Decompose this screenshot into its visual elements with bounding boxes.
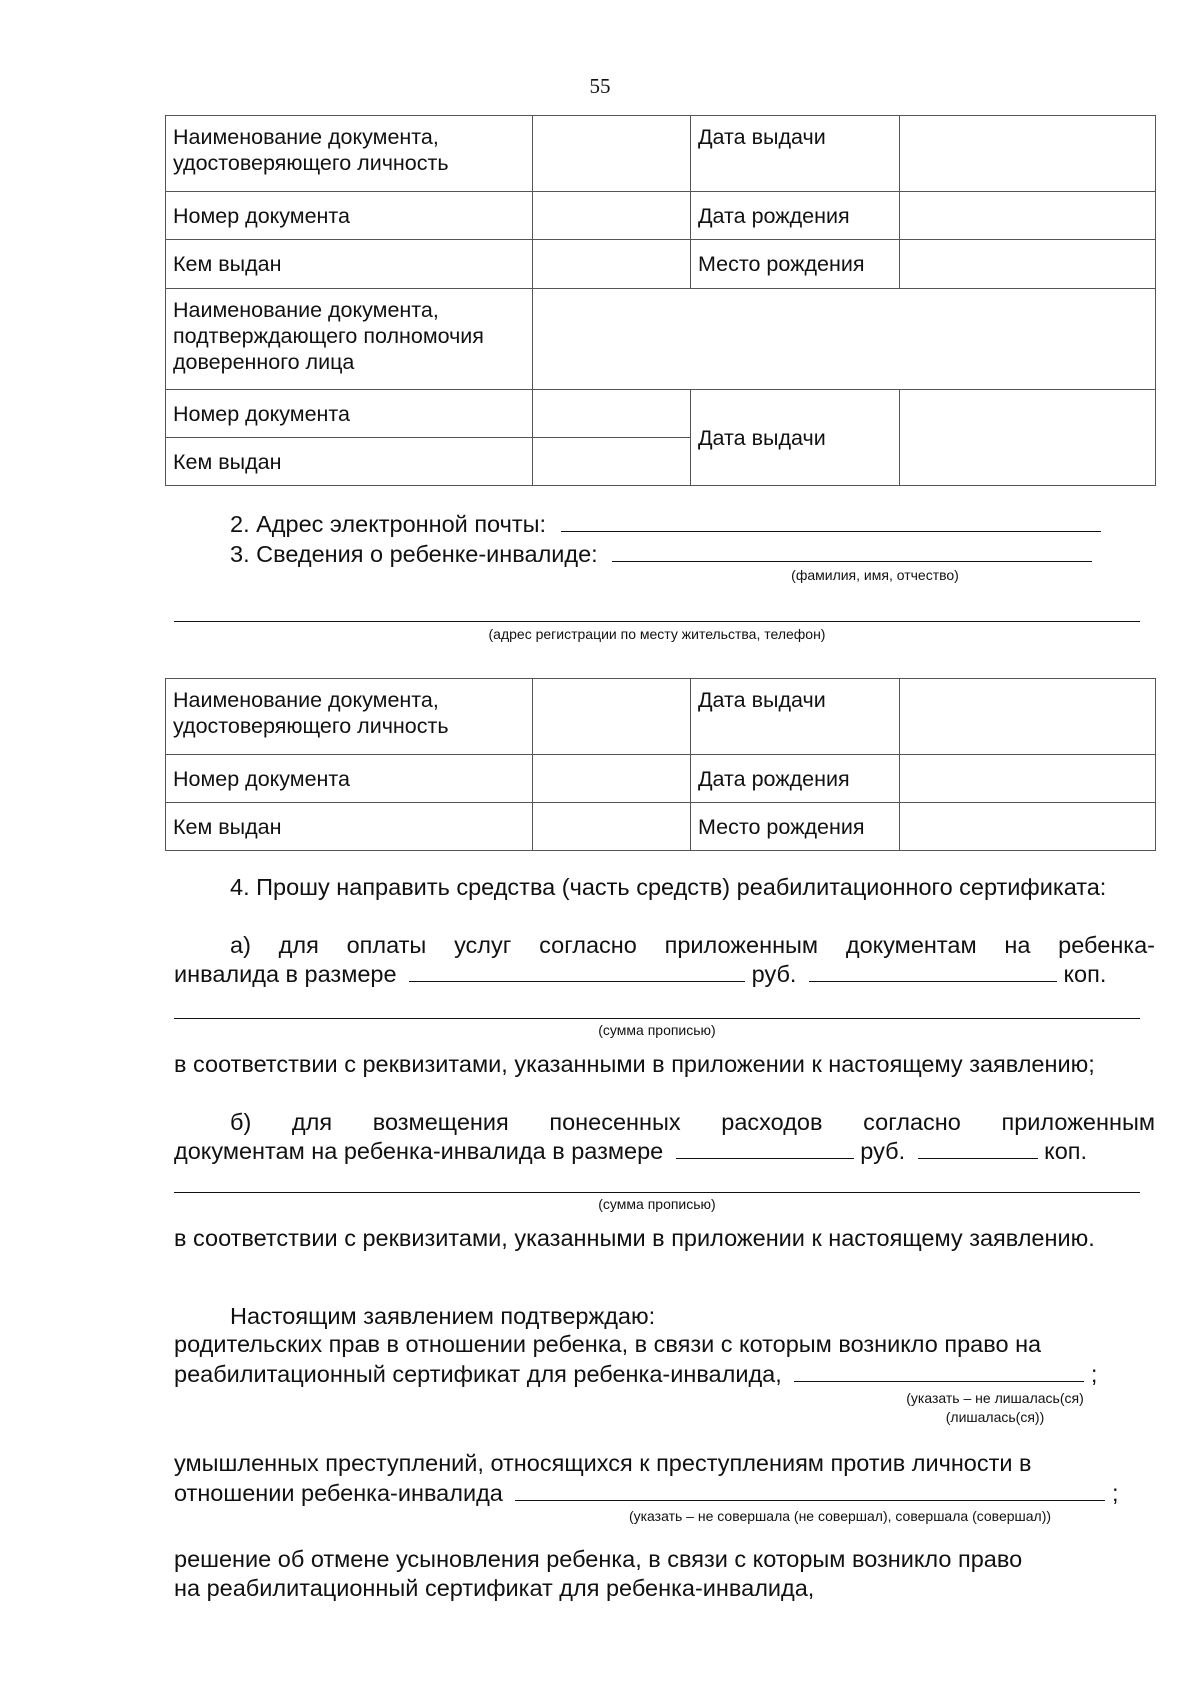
child-birth-date-label: Дата рождения — [691, 755, 900, 803]
authority-document-name-field[interactable] — [533, 289, 1156, 390]
document-number-field[interactable] — [533, 192, 691, 240]
child-address-field[interactable] — [174, 621, 1140, 622]
child-birth-date-field[interactable] — [900, 755, 1156, 803]
confirm-crimes-line2: отношении ребенка-инвалида — [174, 1480, 503, 1506]
birth-date-label: Дата рождения — [691, 192, 900, 240]
section-4a-rub-field[interactable] — [409, 959, 745, 982]
section-4b-rub-field[interactable] — [676, 1136, 854, 1159]
section-4a-text — [174, 931, 1155, 960]
child-issue-date-label: Дата выдачи — [691, 679, 900, 755]
confirm-crimes-row — [174, 1478, 1118, 1508]
child-name-caption: (фамилия, имя, отчество) — [791, 567, 959, 583]
section-4b-line1: б) для возмещения понесенных расходов согласно приложенным — [230, 1109, 1155, 1135]
authority-issue-date-field[interactable] — [900, 390, 1156, 486]
representative-document-table — [165, 115, 1156, 486]
section-4a-rub-label: руб. — [751, 961, 797, 987]
confirm-intro: Настоящим заявлением подтверждаю: — [230, 1303, 656, 1329]
email-field[interactable] — [561, 509, 1101, 532]
section-4a-kop-field[interactable] — [809, 959, 1057, 982]
identity-document-name-field[interactable] — [533, 116, 691, 192]
birth-place-field[interactable] — [900, 240, 1156, 289]
confirm-parental-rights-line1: родительских прав в отношении ребенка, в связи с которым возникло право на — [174, 1331, 1042, 1357]
authority-issued-by-field[interactable] — [533, 438, 691, 486]
section-4a-kop-label: коп. — [1063, 961, 1107, 987]
child-info-row — [230, 539, 1092, 569]
section-4a-line1: а) для оплаты услуг согласно приложенным документам на ребенка- — [230, 932, 1155, 958]
parental-rights-caption-line2: (лишалась(ся)) — [945, 1409, 1045, 1425]
child-identity-document-field[interactable] — [533, 679, 691, 755]
child-birth-place-label: Место рождения — [691, 803, 900, 851]
child-name-field[interactable] — [612, 539, 1092, 562]
parental-rights-semicolon: ; — [1090, 1361, 1098, 1387]
confirm-parental-rights-line2: реабилитационный сертификат для ребенка-инвалида, — [174, 1361, 782, 1387]
confirm-adoption-line2: на реабилитационный сертификат для ребенка-инвалида, — [174, 1575, 815, 1601]
child-issued-by-label: Кем выдан — [166, 803, 533, 851]
child-document-number-field[interactable] — [533, 755, 691, 803]
section-4b-sum-words-field[interactable] — [174, 1192, 1140, 1193]
section-4b-rub-label: руб. — [860, 1138, 906, 1164]
authority-document-number-field[interactable] — [533, 390, 691, 438]
parental-rights-status-field[interactable] — [794, 1359, 1084, 1382]
confirm-crimes-line1: умышленных преступлений, относящихся к преступлениям против личности в — [174, 1450, 1032, 1476]
authority-document-name-label: Наименование документа, подтверждающего полномочия доверенного лица — [166, 289, 533, 390]
birth-date-field[interactable] — [900, 192, 1156, 240]
identity-document-name-label: Наименование документа, удостоверяющего личность — [166, 116, 533, 192]
crimes-semicolon: ; — [1111, 1480, 1119, 1506]
authority-issued-by-label: Кем выдан — [166, 438, 533, 486]
section-4b-line2-start: документам на ребенка-инвалида в размере — [174, 1138, 664, 1164]
section-4a-line2-start: инвалида в размере — [174, 961, 397, 987]
child-birth-place-field[interactable] — [900, 803, 1156, 851]
child-issue-date-field[interactable] — [900, 679, 1156, 755]
issued-by-label: Кем выдан — [166, 240, 533, 289]
issue-date-field[interactable] — [900, 116, 1156, 192]
section-4a-sum-words-field[interactable] — [174, 1018, 1140, 1019]
child-issued-by-field[interactable] — [533, 803, 691, 851]
authority-issue-date-label: Дата выдачи — [691, 390, 900, 486]
section-4a-requisites: в соответствии с реквизитами, указанными в приложении к настоящему заявлению; — [174, 1051, 1095, 1077]
section-4b-kop-field[interactable] — [918, 1136, 1038, 1159]
confirm-parental-rights-row — [174, 1359, 1097, 1389]
email-label: 2. Адрес электронной почты: — [230, 511, 547, 537]
crimes-caption: (указать – не совершала (не совершал), совершала (совершал)) — [628, 1508, 1052, 1524]
child-document-number-label: Номер документа — [166, 755, 533, 803]
page-number: 55 — [589, 74, 611, 98]
section-4b-kop-label: коп. — [1044, 1138, 1088, 1164]
section-4a-amount-row — [174, 959, 1106, 989]
child-identity-document-label: Наименование документа, удостоверяющего личность — [166, 679, 533, 755]
birth-place-label: Место рождения — [691, 240, 900, 289]
section-4b-requisites: в соответствии с реквизитами, указанными в приложении к настоящему заявлению. — [174, 1225, 1095, 1251]
section-4b-text — [174, 1108, 1155, 1137]
document-number-label: Номер документа — [166, 192, 533, 240]
crimes-status-field[interactable] — [515, 1478, 1105, 1501]
authority-document-number-label: Номер документа — [166, 390, 533, 438]
email-row — [230, 509, 1101, 539]
section-4-intro: 4. Прошу направить средства (часть средств) реабилитационного сертификата: — [230, 874, 1107, 900]
section-4b-sum-caption: (сумма прописью) — [598, 1196, 716, 1212]
section-4b-amount-row — [174, 1136, 1087, 1166]
section-4a-sum-caption: (сумма прописью) — [598, 1022, 716, 1038]
child-document-table — [165, 678, 1156, 851]
confirm-adoption-line1: решение об отмене усыновления ребенка, в связи с которым возникло право — [174, 1546, 1023, 1572]
issue-date-label: Дата выдачи — [691, 116, 900, 192]
parental-rights-caption-line1: (указать – не лишалась(ся) — [906, 1390, 1084, 1406]
child-address-caption: (адрес регистрации по месту жительства, телефон) — [488, 626, 826, 642]
issued-by-field[interactable] — [533, 240, 691, 289]
child-info-label: 3. Сведения о ребенке-инвалиде: — [230, 541, 598, 567]
